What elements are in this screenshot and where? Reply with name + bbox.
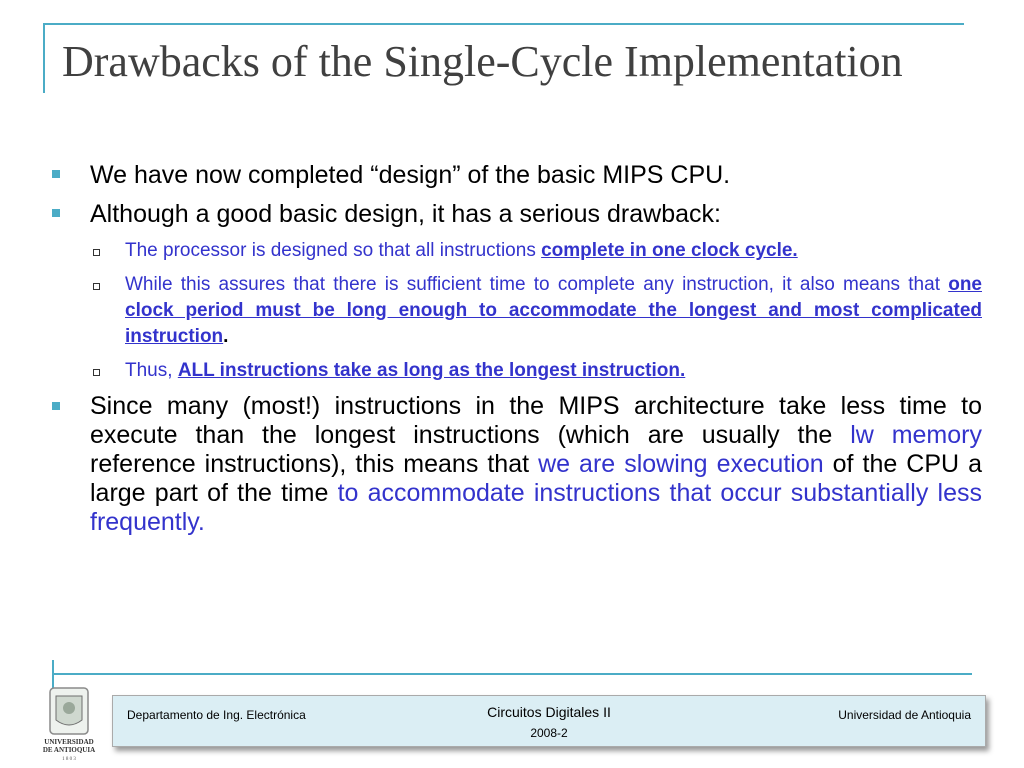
sub-bullet-item: [92, 238, 982, 264]
square-bullet-icon: [52, 209, 60, 217]
sub-bullet-item: [92, 272, 982, 350]
square-bullet-icon: [52, 402, 60, 410]
title-frame-top: [43, 23, 964, 25]
slide-content: [52, 160, 982, 546]
sub-bullet-text: Thus,: [125, 360, 178, 381]
footer-divider-left: [52, 660, 54, 688]
highlight-text: to accommodate instructions that occur substantially less frequently.: [90, 479, 982, 536]
hollow-square-bullet-icon: [93, 369, 100, 376]
bullet-text: We have now completed “design” of the basic MIPS CPU.: [90, 161, 731, 189]
square-bullet-icon: [52, 170, 60, 178]
hollow-square-bullet-icon: [93, 249, 100, 256]
bullet-text: Since many (most!) instructions in the MIPS architecture take less time to execute than the longest instructions (which are usually the: [90, 392, 982, 449]
sub-bullet-text: The processor is designed so that all instructions: [125, 240, 542, 261]
footer-divider: [52, 673, 972, 675]
highlight-text: we are slowing execution: [538, 450, 824, 478]
bullet-text: Although a good basic design, it has a serious drawback:: [90, 200, 721, 228]
footer-year: 2008-2: [530, 726, 568, 740]
bullet-text: reference instructions), this means that: [90, 450, 539, 478]
emphasis-text: ALL instructions take as long as the longest instruction.: [177, 360, 686, 381]
slide-title: Drawbacks of the Single-Cycle Implementation: [62, 37, 903, 86]
footer-university: Universidad de Antioquia: [838, 708, 971, 722]
sub-bullet-text: While this assures that there is sufficient time to complete any instruction, it also means that: [125, 274, 949, 295]
period-text: .: [223, 326, 229, 347]
logo-line-2: DE ANTIOQUIA: [42, 746, 96, 754]
emphasis-text: one clock period must be long enough to accommodate the longest and most complicated instruction: [125, 274, 982, 347]
footer: [112, 695, 986, 747]
bullet-text: of the CPU a large part of the time: [90, 450, 982, 507]
sub-bullet-item: [92, 358, 982, 384]
title-frame-left: [43, 23, 45, 93]
university-logo: [36, 686, 102, 762]
bullet-item: [52, 160, 982, 190]
bullet-item: [52, 392, 982, 537]
logo-line-1: UNIVERSIDAD: [44, 738, 94, 746]
hollow-square-bullet-icon: [93, 283, 100, 290]
highlight-text: lw memory: [850, 421, 982, 449]
bullet-item: [52, 199, 982, 229]
footer-department: Departamento de Ing. Electrónica: [127, 708, 306, 722]
emphasis-text: complete in one clock cycle.: [541, 240, 798, 261]
footer-course: Circuitos Digitales II: [487, 704, 611, 720]
logo-line-3: 1 8 0 3: [62, 757, 76, 762]
